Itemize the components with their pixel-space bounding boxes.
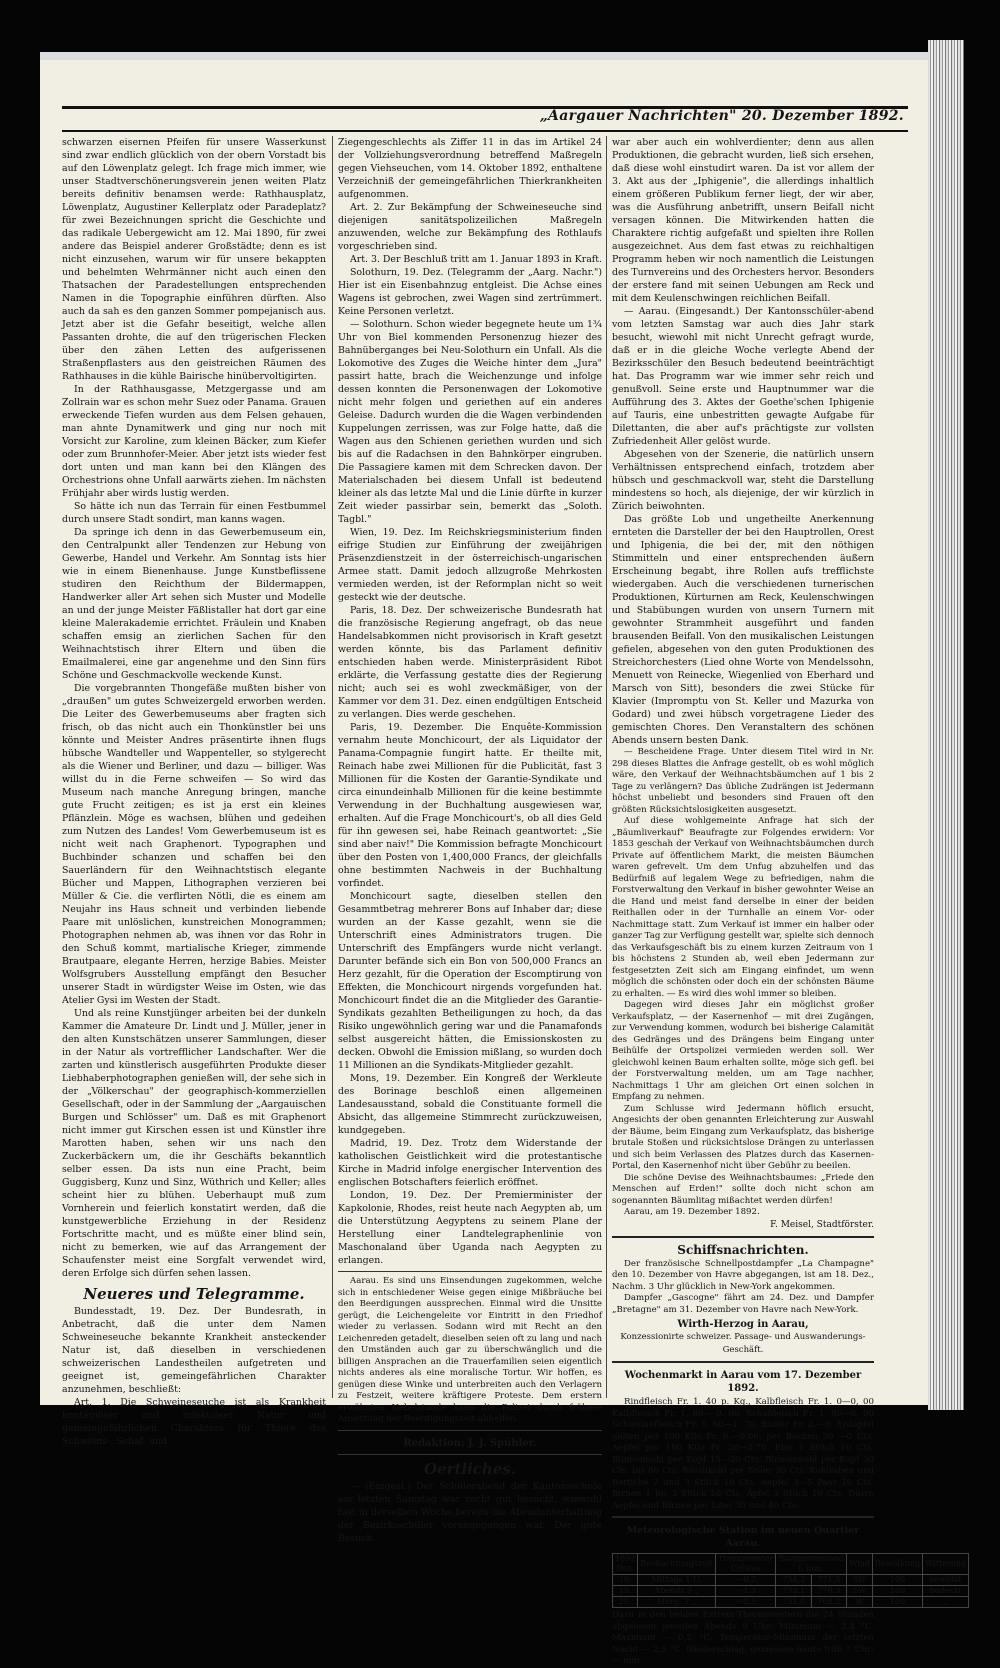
weather-cell: —2,5 (715, 1597, 776, 1608)
agent-name: Wirth-Herzog in Aarau, (677, 1319, 809, 1330)
article-paragraph: Paris, 18. Dez. Der schweizerische Bundesrath hat die französische Regierung angefragt, ob das neue Handelsabkommen nicht provisorisch in Kraft gesetzt werden könnte, bis das Parlament definitiv entschieden haben werde. Ministerpräsident Ribot erklärte, die Verfassung gestatte dies der Regierung nicht; auch sei es wohl zweckmäßiger, von der Kammer vor dem 31. Dez. einen endgültigen Entscheid zu verlangen. Dies werde geschehen. (338, 605, 602, 720)
weather-row (613, 1597, 969, 1608)
divider (612, 1516, 874, 1518)
article-paragraph: Dagegen wird dieses Jahr ein möglichst großer Verkaufsplatz, — der Kasernenhof — mit drei Zugängen, zur Verwendung kommen, wodurch bei bisherige Calamität des Gedränges und des Drängens beim Eingang unter Beihülfe der Ortspolizei vermieden werden soll. Wer gleichwohl keinen Baum erhalten sollte, möge sich gefl. bei der Forstverwaltung melden, um am Tage nachher, Nachmittags 1 Uhr am gleichen Ort einen solchen in Empfang zu nehmen. (612, 1000, 874, 1102)
article-paragraph: Der französische Schnellpostdampfer „La Champagne" den 10. Dezember von Havre abgegangen, ist am 18. Dez., Nachm. 3 Uhr glücklich in New-York angekommen. (612, 1258, 874, 1292)
section-heading: Oertliches. (423, 1459, 517, 1478)
article-paragraph: Mons, 19. Dezember. Ein Kongreß der Werkleute des Borinage beschloß einen allgemeinen Landesausstand, sobald die Constituante formell die Absicht, das allgemeine Stimmrecht zurückzuweisen, kundgegeben. (338, 1073, 602, 1136)
weather-header-cell: 1892 Dez. (613, 1554, 638, 1575)
section-heading: Schiffsnachrichten. (677, 1242, 809, 1257)
weather-cell: Abends 9 „ (638, 1586, 715, 1597)
column-3 (612, 136, 967, 1666)
weather-row (613, 1575, 969, 1586)
dateline: Aarau, am 19. Dezember 1892. (624, 1207, 760, 1217)
article-paragraph: Art. 3. Der Beschluß tritt am 1. Januar 1893 in Kraft. (350, 254, 603, 265)
page-top-edge (40, 52, 928, 60)
article-paragraph: Art. 2. Zur Bekämpfung der Schweineseuche sind diejenigen sanitätspolizeilichen Maßregeln anzuwenden, welche zur Bekämpfung des Rothlaufs vorgeschrieben sind. (338, 202, 602, 252)
article-paragraph: schwarzen eisernen Pfeifen für unsere Wasserkunst sind zwar endlich glücklich von der obern Vorstadt bis auf den Löwenplatz gelegt. Ich frage mich immer, wie unser Stadtverschönerungsverein jenen weiten Platz bereits definitiv benamsen werde: Rathhausplatz, Löwenplatz, Augustiner Kellerplatz oder Paradeplatz? für zwei Bezeichnungen spricht die Geschichte und das radikale Uebergewicht am 12. Mai 1890, für zwei andere das Beispiel anderer Großstädte; denn es ist nicht einzusehen, warum wir für unsere bekappten und behelmten Wehrmänner nicht auch einen den Thatsachen der Paradestellungen entsprechenden Namen in die Topographie einführen dürften. Also auch da sah es den ganzen Sommer pompejanisch aus. Jetzt aber ist die Gefahr beseitigt, welche allen Passanten drohte, die auf den trügerischen Flecken über den zähen Letten des aufgerissenen Straßenpflasters aus den geistreichen Räumen des Rathhauses in die kühle Bairische hinübervoltigirten. (62, 137, 326, 382)
divider (338, 1271, 602, 1272)
article-paragraph: Und als reine Kunstjünger arbeiten bei der dunkeln Kammer die Amateure Dr. Lindt und J. Müller, jener in den alten Kunstschätzen unserer Sammlungen, dieser in der Natur als vortrefflicher Landschafter. Wer die zarten und künstlerisch ausgeführten Produkte dieser Liebhaberphotographen genießen will, der sehe sich in der „Völkerschau" der geographisch-kommerziellen Gesellschaft, oder in der Sammlung der „Aargauischen Burgen und Schlösser" um. Daß es mit Graphenort nicht immer gut Kirschen essen ist und Künstler ihre Marotten haben, sehen wir uns nach den Zuckerbäckern um, die ihr Geschäfts bekanntlich selber essen. Da ists nun eine Pracht, beim Guggisberg, Kunz und Sinz, Wüthrich und Keller; alles scheint hier zu blühen. Ueberhaupt muß zum Vornherein und feierlich konstatirt werden, daß die kunstgewerbliche Erziehung in der Residenz Fortschritte macht, und es müßte einer blind sein, nicht zu bemerken, wie auf das Arrangement der Schaufenster meist eine Sorgfalt verwendet wird, deren Erfolge sich dürfen sehen lassen. (62, 1008, 326, 1279)
page-header: „Aargauer Nachrichten" 20. Dezember 1892. (539, 108, 904, 124)
weather-header-cell: Wind (847, 1554, 873, 1575)
weather-cell: 733,1 (776, 1586, 811, 1597)
article-paragraph: Paris, 19. Dezember. Die Enquête-Kommission vernahm heute Monchicourt, der als Liquidator der Panama-Compagnie fungirt hatte. Er theilte mit, Reinach habe zwei Millionen für die Publicität, fast 3 Millionen für die Kosten der Garantie-Syndikate und circa einundeinhalb Millionen für die keine bestimmte Verwendung in der Buchhaltung ausgewiesen war, erhalten. Auf die Frage Monchicourt's, ob all dies Geld für ihn gewesen sei, habe Reinach geantwortet: „Sie sind aber naiv!" Die Kommission befragte Monchicourt über den Posten von 1,400,000 Francs, der gleichfalls ohne bestimmten Nachweis in der Buchhaltung vorfindet. (338, 722, 602, 889)
divider (338, 1430, 602, 1431)
weather-cell: 768,2 (811, 1597, 846, 1608)
newspaper-page (40, 60, 967, 1666)
article-paragraph: Auf diese wohlgemeinte Anfrage hat sich der „Bäumliverkauf" Beaufragte zur Folgendes erwidern: Vor 1853 geschah der Verkauf von Weihnachtsbäumchen durch Private auf öffentlichem Markt, die meisten Bäumchen waren gefrevelt. Um dem Unfug abzuhelfen und das Bedürfniß auf legalem Wege zu befriedigen, nahm die Forstverwaltung den Verkauf in bisher gewohnter Weise an die Hand und meist fand derselbe in einer der beiden Reithallen oder in der Turnhalle an einem Vor- oder Nachmittage statt. Zum Verkauf ist immer ein halber oder ganzer Tag zur Verfügung gestellt war, spielte sich dennoch das Verkaufsgeschäft bis zu einem kurzen Zeitraum von 1 bis höchstens 2 Stunden ab, weil eben Jedermann zur festgesetzten Zeit sich am Eingang einfindet, um wenn möglich die schönsten oder doch ein der schönsten Bäume zu erhalten. — Es wird dies wohl immer so bleiben. (612, 816, 874, 999)
article-paragraph: war aber auch ein wohlverdienter; denn aus allen Produktionen, die gebracht wurden, ließ sich ersehen, daß diese wohl einstudirt waren. Da ist vor allem der 3. Akt aus der „Iphigenie", die allerdings inhaltlich einem größeren Publikum ferner liegt, der wir aber, was die Ausführung anbetrifft, unsern Beifall nicht versagen können. Die Mitwirkenden hatten die Charaktere richtig aufgefaßt und spielten ihre Rollen ausgezeichnet. Aus dem fast etwas zu reichhaltigen Programm heben wir noch namentlich die Leistungen des Turnvereins und des Orchesters hervor. Besonders der erstere fand mit seinen Uebungen am Reck und mit dem Keulenschwingen reichlichen Beifall. (612, 137, 874, 304)
article-paragraph: London, 19. Dez. Der Premierminister der Kapkolonie, Rhodes, reist heute nach Aegypten ab, um die Unterstützung Aegyptens zu seinem Plane der Herstellung einer Landtelegraphenlinie von Maschonaland über Uganda nach Aegypten zu erlangen. (338, 1190, 602, 1266)
article-paragraph: — Solothurn. Schon wieder begegnete heute um 1¾ Uhr von Biel kommenden Personenzug hiezer des Bahnüberganges bei Neu-Solothurn ein Unfall. Als die Lokomotive des Zuges die Weiche hinter dem „Jura" passirt hatte, brach die Weichenzunge und infolge dessen konnten die Personenwagen der Lokomotive nicht mehr folgen und geriethen auf ein anderes Geleise. Dadurch wurden die die Wagen verbindenden Kuppelungen zerrissen, was zur Folge hatte, daß die Wagen aus den Schienen geriethen wurden und sich bis auf die Radachsen in den Bahnkörper eingruben. Die Passagiere kamen mit dem Schrecken davon. Der Materialschaden bei diesem Unfall ist bedeutend kleiner als das letzte Mal und die Linie dürfte in kurzer Zeit wieder passirbar sein, bemerkt das „Soloth. Tagbl." (338, 319, 602, 525)
book-binding (928, 40, 964, 1410)
article-paragraph: Da springe ich denn in das Gewerbemuseum ein, den Centralpunkt aller Tendenzen zur Hebung von Gewerbe, Handel und Verkehr. Am Sonntag ists hier wie in einem Bienenhause. Junge Kunstbeflissene studiren den Reichthum der Bildermappen, Handwerker aller Art sehen sich Muster und Modelle an und der junge Meister Fäßlistaller hat dort gar eine kleine Malerakademie errichtet. Fräulein und Knaben schaffen emsig an zierlichen Sachen für den Weihnachtstisch ihrer Eltern und üben die Emailmalerei, eine gar angenehme und den Sinn fürs Schöne und Geschmackvolle weckende Kunst. (62, 527, 326, 681)
weather-cell: —0,7 (715, 1575, 776, 1586)
weather-header-row (613, 1554, 969, 1575)
weather-header-cell: Witterung (923, 1554, 969, 1575)
article-paragraph: In der Rathhausgasse, Metzgergasse und am Zollrain war es schon mehr Suez oder Panama. Grauen erweckende Tiefen wurden aus dem Felsen gehauen, man ahnte Dynamitwerk und ging nur noch mit Vorsicht zur Karoline, zum kleinen Bäcker, zum Kiefer oder zum Brunnhofer-Meier. Aber jetzt ists wieder fest dort unten und man kann bei den Klängen des Orchestrions ohne Unfall aarwärts ziehen. Im nächsten Frühjahr aber wirds lustig werden. (62, 384, 326, 499)
article-paragraph: — Aarau. (Eingesandt.) Der Kantonsschüler-abend vom letzten Samstag war auch dies Jahr stark besucht, wiewohl mit nicht Unrecht gefragt wurde, daß er in die gleiche Woche verlegte Abend der Bezirksschüler den Besuch bedeutend beeinträchtigt hat. Das Programm war wie immer sehr reich und genußvoll. Seine erste und Hauptnummer war die Aufführung des 3. Aktes der Goethe'schen Iphigenie auf Tauris, eine unbestritten gewagte Aufgabe für Dilettanten, die aber auf's prächtigste zur vollsten Zufriedenheit Aller gelöst wurde. (612, 306, 874, 447)
weather-cell: 100 (873, 1586, 923, 1597)
weather-cell: 100 (873, 1575, 923, 1586)
weather-cell: Mittags 1 U. (638, 1575, 715, 1586)
article-paragraph: Ziegengeschlechts als Ziffer 11 in das im Artikel 24 der Vollziehungsverordnung betreffend Maßregeln gegen Viehseuchen, vom 14. Oktober 1892, enthaltene Verzeichniß der gemeingefährlichen Thierkrankheiten aufgenommen. (338, 137, 602, 200)
editor-credit: Redaktion: J. J. Spühler. (403, 1437, 537, 1449)
article-paragraph: Solothurn, 19. Dez. (Telegramm der „Aarg. Nachr.") Hier ist ein Eisenbahnzug entgleist. Die Achse eines Wagens ist gebrochen, zwei Wagen sind zertrümmert. Keine Personen verletzt. (338, 267, 602, 317)
section-heading: Neueres und Telegramme. (83, 1285, 305, 1303)
weather-table (612, 1553, 969, 1608)
weather-cell: 734,3 (776, 1575, 811, 1586)
article-paragraph: Bundesstadt, 19. Dez. Der Bundesrath, in Anbetracht, daß die unter dem Namen Schweineseuche bekannte Krankheit ansteckender Natur ist, daß dieselben in verschiedenen schweizerischen Landestheilen aufgetreten und geeignet ist, gemeingefährlichen Charakter anzunehmen, beschließt: (62, 1306, 326, 1395)
article-paragraph: Dampfer „Gascogne" fährt am 24. Dez. und Dampfer „Bretagne" am 31. Dezember von Havre nach New-York. (612, 1293, 874, 1315)
weather-header-cell: Beobachtungszeit (638, 1554, 715, 1575)
column-divider (332, 136, 333, 1398)
weather-cell: —1,3 (715, 1586, 776, 1597)
column-divider (606, 136, 607, 1398)
agent-description: Konzessionirte schweizer. Passage- und Auswanderungs-Geschäft. (620, 1332, 866, 1355)
article-paragraph: Madrid, 19. Dez. Trotz dem Widerstande der katholischen Geistlichkeit wird die protestantische Kirche in Madrid infolge energischer Intervention des englischen Botschafters feierlich eröffnet. (338, 1138, 602, 1188)
weather-cell: 770,3 (811, 1586, 846, 1597)
divider (338, 1454, 602, 1455)
article-paragraph: Wien, 19. Dez. Im Reichskriegsministerium finden eifrige Studien zur Einführung der zweijährigen Präsenzdienstzeit in der österreichisch-ungarischen Armee statt. Damit jedoch allzugroße Mehrkosten vermieden werden, ist der Reformplan nicht so weit gesteckt wie der deutsche. (338, 527, 602, 603)
weather-cell: 100 (873, 1597, 923, 1608)
weather-cell: bewölkt (923, 1575, 969, 1586)
weather-header-cell: Barometerstand i. mm. (776, 1554, 847, 1575)
article-paragraph: Zum Schlusse wird Jedermann höflich ersucht, Angesichts der oben genannten Erleichterung zur Auswahl der Bäume, beim Eingang zum Verkaufsplatz, das bisherige brutale Stoßen und rücksichtslose Drängen zu unterlassen und sich beim Verlassen des Platzes durch das Kasernen-Portal, den Kasernenhof nicht über Gebühr zu beeilen. (612, 1103, 874, 1171)
weather-cell: „ (923, 1597, 969, 1608)
divider (612, 1361, 874, 1363)
section-heading: Wochenmarkt in Aarau vom 17. Dezember 1892. (624, 1370, 862, 1394)
article-paragraph: Aarau. Es sind uns Einsendungen zugekommen, welche sich in entschiedener Weise gegen einige Mißbräuche bei den Beerdigungen aussprechen. Einmal wird die Unsitte gerügt, die Leichengeleite vor Eintritt in den Friedhof wieder zu verlassen. Sodann wird mit Recht an den Leichenreden getadelt, dieselben seien oft zu lang und nach den Umständen auch gar zu überschwänglich und die billigen Ansprachen an die Trauerfamilien seien eigentlich nichts anderes als eine moralische Tortur. Wir hoffen, es genügen diese Winke und unterbreiten auch den Verlagern zu Festzeit, weitere kräftigere Proteste. Dem erstern erwähnten Uebelstande kann die Polizei durch frühere Ansetzung der Beerdigungszeit abhelfen. (338, 1276, 602, 1424)
article-paragraph: Abgesehen von der Szenerie, die natürlich unsern Verhältnissen entsprechend einfach, trotzdem aber hübsch und geschmackvoll war, steht die Darstellung mindestens so hoch, als diejenige, der wir kürzlich in Zürich beiwohnten. (612, 449, 874, 512)
column-2 (338, 136, 603, 1544)
weather-cell: 19. (613, 1586, 638, 1597)
article-paragraph: Die vorgebrannten Thongefäße mußten bisher von „draußen" um gutes Schweizergeld erworben werden. Die Leiter des Gewerbemuseums aber fragten sich frisch, ob das nicht auch ein Thonkünstler bei uns könnte und Meister Andres präsentirte ihnen flugs hübsche Wandteller und Wappenteller, so stylgerecht als die Wiener und Berliner, und dazu — billiger. Was willst du in die Ferne schweifen — So wird das Museum nach manche Anregung bringen, manche gute Frucht zeitigen; es ist ja erst ein kleines Pflänzlein. Möge es wachsen, blühen und gedeihen zum Nutzen des Landes! Vom Gewerbemuseum ist es nicht weit nach Graphenort. Typographen und Buchbinder schanzen und schaffen bei den Sauerländern für den Weihnachtstisch elegante Bücher und Mappen, Lithographen verzieren bei Müller & Cie. die verflirten Nötli, die es einem am Neujahr ins Haus schneit und verbinden liebende Paare mit unlöslichen, kunstreichen Monogrammen; Photographen nehmen ab, was ihnen vor das Rohr in den Schuß kommt, martialische Krieger, zimmende Brautpaare, elegante Herren, herzige Babies. Meister Wolfsgrubers Ausstellung empfängt den Besucher unserer Stadt in würdigster Weise im Osten, wie das Atelier Gysi im Westen der Stadt. (62, 683, 326, 1006)
weather-cell: Morg. 7 „ (638, 1597, 715, 1608)
article-paragraph: Art. 1. Die Schweineseuche ist als Krankheit kontagiöser und infektiöser Natur und gemeingefährlichen Charakters für Thiere des Schweins-, Schaf- und (62, 1397, 326, 1447)
weather-cell: 19. (613, 1575, 638, 1586)
weather-cell: bedeckt (923, 1586, 969, 1597)
article-paragraph: So hätte ich nun das Terrain für einen Festbummel durch unsere Stadt sondirt, man kanns wagen. (62, 501, 326, 525)
article-paragraph: — Bescheidene Frage. Unter diesem Titel wird in Nr. 298 dieses Blattes die Anfrage gestellt, ob es wohl möglich wäre, den Verkauf der Weihnachtsbäumchen auf 1 bis 2 Tage zu verlängern? Das übliche Zudrängen ist Jedermann höchst unbeliebt und besonders sind Frauen oft den größten Rücksichtslosigkeiten ausgesetzt. (612, 747, 874, 815)
weather-header-cell: Bewölkung (873, 1554, 923, 1575)
market-prices: Rindfleisch Fr. 1. 40 p. Kg., Kalbfleisch Fr. 1. 0—0, 00 Kalbfleisch Fr. 1. 80— 0. 00, Schaffleisch Fr. 1. 80—0. 00 Schweinefleisch Fr. 1. 60—1. 70, Butter Fr. 2.—0. Erdäpfel galten per 100 Kilo Fr. 6.—0.00; per Becken 20 —0 Cts. Aepfel per 100 Kilo Fr. 20—2.70. Eier 1 Stück 10 Cts. Blumenkohl per Kopf 15—30 Cts. Blumenkohl per Kopf 30 Cts. bis 80 Cts. Rösslikohl per Teller 30 Cts. Kohlraben und Rettiche 2 und 3 Stück 10 Cts. Aepfel 3—5 Paar 10 Cts. Birnen 1 bis 3 Stück 10 Cts. Äpfel 3 Stück 10 Cts. Dürre Aepfel und Birnen per Liter 30 und 40 Cts. (612, 1397, 874, 1511)
weather-header-cell: Thermometer Celsius (715, 1554, 776, 1575)
article-paragraph: — (Eingesl.) Der Schülerabend der Kantonsschule am letzten Samstag war recht gut besucht, wiewohl fast in derselben Woche bereits die Abendunterhaltung der Bezirksschüler vorangegangen war. Der gute Besuch (338, 1480, 602, 1544)
weather-cell: 771,5 (811, 1575, 846, 1586)
article-paragraph: Monchicourt sagte, dieselben stellen den Gesammtbetrag mehrerer Bons auf Inhaber dar; diese wurden an der Kasse gezahlt, wenn sie die Unterschrift eines Administrators trugen. Die Unterschrift des Empfängers wurde nicht verlangt. Darunter befände sich ein Bon von 500,000 Francs an Herz gezahlt, für die Operation der Escomptirung von Effekten, die Monchicourt nirgends vorgefunden hat. Monchicourt findet die an die Mitglieder des Garantie-Syndikats gezahlten Betheiligungen zu hoch, da das Risiko ungewöhnlich gering war und die Panamafonds selbst ausgereicht hätten, die Emissionskosten zu decken. Obwohl die Emission mißlang, so wurden doch 11 Millionen an die Syndikats-Mitglieder gezahlt. (338, 891, 602, 1071)
article-paragraph: Die schöne Devise des Weihnachtsbaumes: „Friede den Menschen auf Erden!" sollte doch nicht schon am sogenannten Bäumlitag mißachtet werden dürfen! (612, 1172, 874, 1206)
article-paragraph: Das größte Lob und ungetheilte Anerkennung ernteten die Darsteller der bei den Hauptrollen, Orest und Iphigenia, die bei der, mit den nöthigen Stimmitteln und einer entsprechenden äußern Erscheinung begabt, ihre Rollen aufs trefflichste wiedergaben. Auch die verschiedenen turnerischen Produktionen, Kürturnen am Reck, Keulenschwingen und Stabübungen wurden von unsern Turnern mit gewohnter Strammheit ausgeführt und fanden brausenden Beifall. Von den musikalischen Leistungen gefielen, abgesehen von den guten Produktionen des Streichorchesters (Lied ohne Worte von Mendelssohn, Menuett von Reinecke, Wiegenlied von Eberhard und Marsch von Sitt), besonders die zwei Stücke für Klavier (Impromptu von St. Keller und Mazurka von Godard) und zwei hübsch vorgetragene Lieder des gemischten Chores. Den Veranstaltern des schönen Abends unsern besten Dank. (612, 514, 874, 746)
weather-cell: 20. (613, 1597, 638, 1608)
weather-cell: SW (847, 1575, 873, 1586)
header-rule-bottom (62, 130, 908, 132)
column-1 (62, 136, 326, 1447)
signature: F. Meisel, Stadtförster. (770, 1219, 874, 1230)
weather-cell: W (847, 1597, 873, 1608)
weather-cell: 731,0 (776, 1597, 811, 1608)
divider (612, 1236, 874, 1238)
section-heading: Meteorologische Station im neuen Quartier Aarau. (626, 1525, 860, 1549)
weather-cell: SW (847, 1586, 873, 1597)
weather-row (613, 1586, 969, 1597)
weather-notes: Dazu in den beiden Extrem-Thermometern die 24 Stunden abgelesen jeweilen Abends 9 Uhr: Minimum — 2,4 °C. Maximum — 0,2 °C. Temperatur-Minimum der letzten Nacht — 2,5 °C. Niederschlag, gemessen heute früh 7 Uhr: — mm. (612, 1610, 874, 1666)
